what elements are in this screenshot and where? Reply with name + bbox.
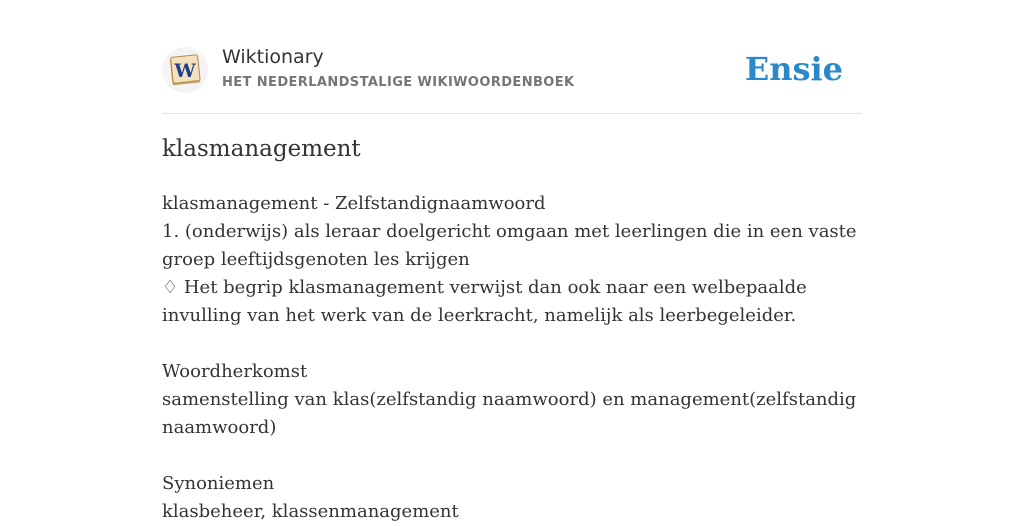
example-text: ♢ Het begrip klasmanagement verwijst dan ook naar een welbepaalde invulling van het werk van de leerkracht, namelijk als leerbegeleider. bbox=[162, 277, 807, 326]
etymology-heading: Woordherkomst bbox=[162, 361, 308, 382]
synonyms-text: klasbeheer, klassenmanagement bbox=[162, 501, 459, 522]
wiktionary-tile-icon bbox=[168, 53, 202, 87]
spacer bbox=[162, 330, 862, 358]
page-title: klasmanagement bbox=[162, 136, 361, 162]
entry-heading: klasmanagement - Zelfstandignaamwoord bbox=[162, 193, 546, 214]
wiktionary-logo[interactable] bbox=[162, 47, 208, 93]
brand-name[interactable]: Wiktionary bbox=[222, 46, 324, 68]
spacer bbox=[162, 442, 862, 470]
article-body bbox=[162, 190, 862, 526]
page bbox=[162, 0, 862, 522]
brand-subtitle: HET NEDERLANDSTALIGE WIKIWOORDENBOEK bbox=[222, 75, 575, 90]
logo-letter: W bbox=[174, 60, 196, 82]
ensie-logo[interactable]: Ensie bbox=[744, 50, 843, 88]
site-header bbox=[162, 0, 862, 114]
synonyms-heading: Synoniemen bbox=[162, 473, 275, 494]
etymology-text: samenstelling van klas(zelfstandig naamwoord) en management(zelfstandig naamwoord) bbox=[162, 389, 857, 438]
definition-text: 1. (onderwijs) als leraar doelgericht omgaan met leerlingen die in een vaste groep leeftijdsgenoten les krijgen bbox=[162, 221, 857, 270]
